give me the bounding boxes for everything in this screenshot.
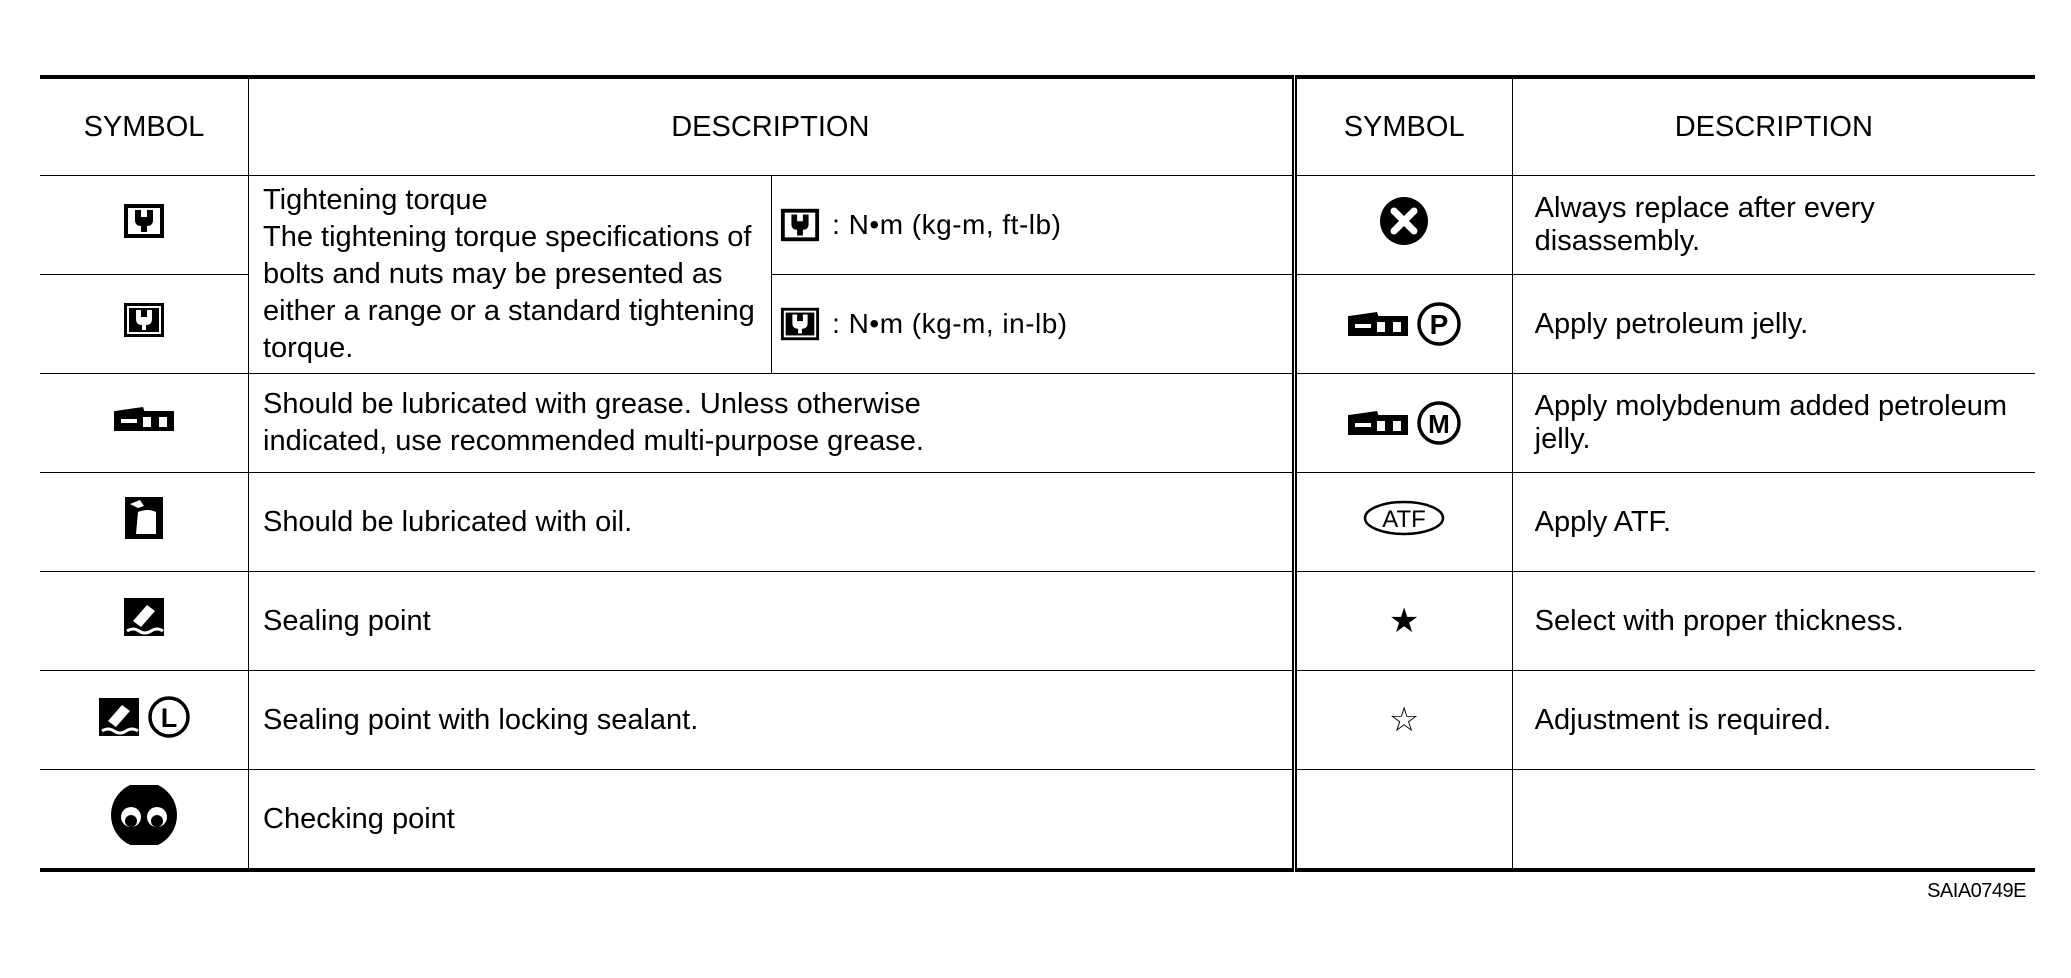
- svg-text:ATF: ATF: [1382, 506, 1426, 533]
- replace-x-icon: [1379, 196, 1429, 246]
- header-row: [40, 77, 2035, 176]
- symbol-cell: [40, 473, 249, 572]
- oil-can-icon: [124, 496, 164, 540]
- description-cell: [1512, 770, 2035, 871]
- grease-gun-icon: [113, 405, 175, 433]
- filled-star-icon: ★: [1388, 602, 1420, 640]
- torque-description-cell: [249, 176, 772, 374]
- sealant-locking-icon: [98, 696, 190, 738]
- torque-unit-ft-lb: : N•m (kg-m, ft-lb): [772, 207, 1292, 243]
- description-cell: Always replace after every disassembly.: [1512, 176, 2035, 275]
- grease-petroleum-icon: [1347, 302, 1461, 346]
- table-row: [40, 176, 2035, 275]
- symbol-table: [40, 75, 2035, 872]
- torque-description: Tightening torque The tightening torque specifications of bolts and nuts may be presented as either a range or a standard tightening torque.: [263, 184, 755, 364]
- symbol-cell: [1294, 572, 1512, 671]
- torque-wrench-open-icon: [780, 207, 820, 243]
- checking-eyes-icon: [109, 785, 179, 845]
- outline-star-icon: ☆: [1388, 701, 1420, 739]
- description-cell: Should be lubricated with grease. Unless otherwise indicated, use recommended multi-purpose grease.: [249, 374, 1295, 473]
- svg-text:P: P: [1429, 309, 1449, 340]
- header-description-right: DESCRIPTION: [1512, 77, 2035, 176]
- torque-unit-in-lb: : N•m (kg-m, in-lb): [772, 306, 1292, 342]
- symbol-cell: [1294, 671, 1512, 770]
- header-symbol-left: SYMBOL: [40, 77, 249, 176]
- description-cell: Apply ATF.: [1512, 473, 2035, 572]
- description-cell: Should be lubricated with oil.: [249, 473, 1295, 572]
- torque-wrench-filled-icon: [123, 302, 165, 338]
- description-cell: Adjustment is required.: [1512, 671, 2035, 770]
- symbol-cell: [40, 572, 249, 671]
- description-cell: Sealing point: [249, 572, 1295, 671]
- unit-cell: [771, 275, 1294, 374]
- torque-wrench-filled-icon: [780, 306, 820, 342]
- symbol-cell: [40, 770, 249, 871]
- table-row: [40, 473, 2035, 572]
- symbol-cell: [1294, 176, 1512, 275]
- description-cell: Apply petroleum jelly.: [1512, 275, 2035, 374]
- symbol-cell: [40, 275, 249, 374]
- symbol-table-container: [40, 75, 2035, 872]
- symbol-cell: [1294, 275, 1512, 374]
- sealant-icon: [123, 597, 165, 637]
- header-symbol-right: SYMBOL: [1294, 77, 1512, 176]
- table-row: [40, 671, 2035, 770]
- symbol-cell: [40, 374, 249, 473]
- svg-text:M: M: [1428, 409, 1450, 439]
- table-row: [40, 572, 2035, 671]
- description-cell: Select with proper thickness.: [1512, 572, 2035, 671]
- description-cell: Sealing point with locking sealant.: [249, 671, 1295, 770]
- grease-molybdenum-icon: [1347, 401, 1461, 445]
- symbol-cell: [1294, 770, 1512, 871]
- symbol-cell: [40, 176, 249, 275]
- header-description-left: DESCRIPTION: [249, 77, 1295, 176]
- description-cell: Apply molybdenum added petroleum jelly.: [1512, 374, 2035, 473]
- unit-cell: [771, 176, 1294, 275]
- svg-text:L: L: [160, 702, 178, 733]
- table-row: [40, 374, 2035, 473]
- figure-code: SAIA0749E: [1927, 880, 2026, 902]
- description-cell: Checking point: [249, 770, 1295, 871]
- table-row: [40, 770, 2035, 871]
- torque-wrench-open-icon: [123, 203, 165, 239]
- symbol-cell: [1294, 374, 1512, 473]
- symbol-cell: [1294, 473, 1512, 572]
- atf-icon: [1363, 500, 1445, 536]
- symbol-cell: [40, 671, 249, 770]
